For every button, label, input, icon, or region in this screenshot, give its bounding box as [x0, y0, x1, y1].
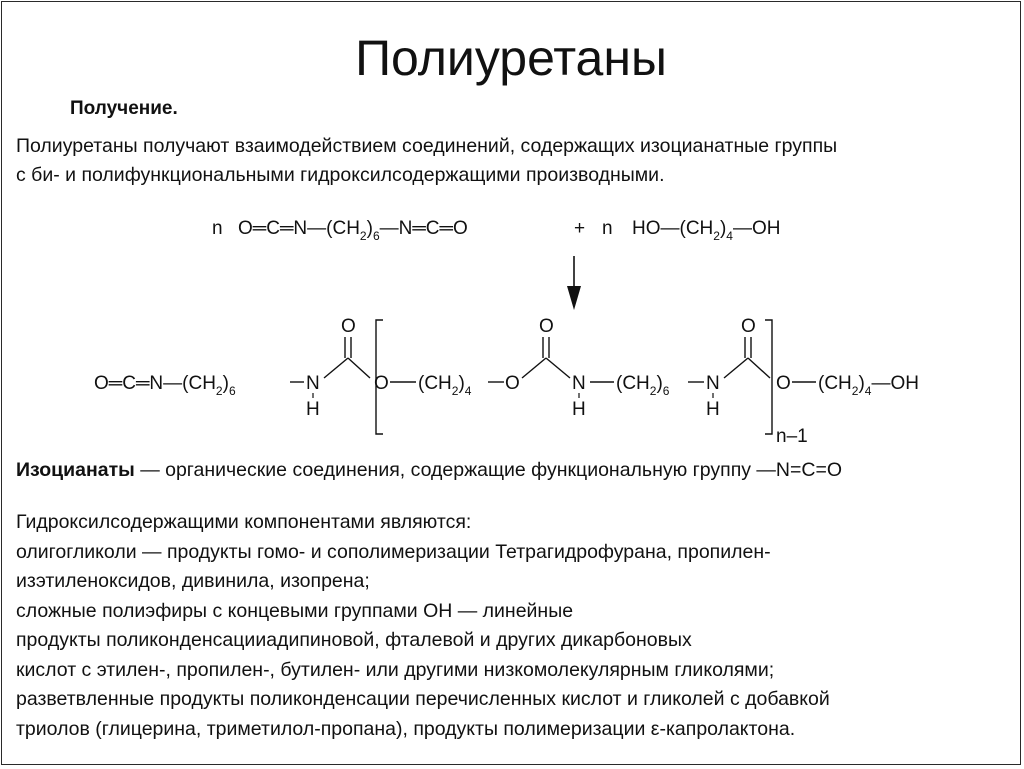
nh-hydrogen: H	[572, 399, 586, 420]
down-arrow-icon	[567, 256, 581, 310]
reaction-scheme	[2, 2, 1022, 462]
hydroxy-line: триолов (глицерина, триметилол-пропана), продукты полимеризации ε-капролактона.	[16, 717, 796, 740]
carbonyl-oxygen: O	[539, 316, 554, 337]
slide-title: Полиуретаны	[355, 30, 667, 86]
product-formula	[94, 316, 919, 447]
reactant2-coefficient: n	[602, 218, 613, 239]
nh-hydrogen: H	[706, 399, 720, 420]
nh-hydrogen: H	[306, 399, 320, 420]
isocyanates-text: — органические соединения, содержащие функциональную группу —N=C=O	[134, 459, 843, 481]
hydroxy-line: олигогликоли — продукты гомо- и сополимеризации Тетрагидрофурана, пропилен-	[16, 540, 771, 563]
product-isocyanate-end: $O═C═N—(CH_2)_6$	[94, 373, 236, 398]
repeat-index: n–1	[776, 426, 808, 447]
ester-oxygen: O	[374, 373, 389, 394]
isocyanates-term: Изоцианаты	[16, 459, 135, 481]
hydroxy-line: сложные полиэфиры с концевыми группами ОН — линейные	[16, 599, 574, 622]
carbonyl-oxygen: O	[741, 316, 756, 337]
hydroxy-components-list	[16, 508, 830, 744]
hydroxy-line: продукты поликонденсацииадипиновой, фталевой и других дикарбоновых	[16, 629, 692, 651]
hydroxy-line: изэтиленоксидов, дивинила, изопрена;	[16, 570, 370, 592]
butylene-segment: $(CH_2)_4$	[418, 373, 472, 398]
section-subtitle: Получение.	[70, 98, 178, 119]
hydroxy-line: кислот с этилен-, пропилен-, бутилен- или другими низкомолекулярным гликолями;	[16, 658, 775, 681]
carbonyl-oxygen: O	[341, 316, 356, 337]
intro-line: с би- и полифункциональными гидроксилсодержащими производными.	[16, 164, 665, 186]
diisocyanate-formula: $O═C═N—(CH_2)_6—N═C═O$	[238, 218, 468, 243]
diol-formula: $HO—(CH_2)_4—OH$	[632, 218, 781, 243]
hydroxy-line: разветвленные продукты поликонденсации перечисленных кислот и гликолей с добавкой	[16, 688, 830, 710]
intro-line: Полиуретаны получают взаимодействием соединений, содержащих изоцианатные группы	[16, 135, 838, 157]
slide	[1, 1, 1021, 765]
hexamethylene-segment: $(CH_2)_6$	[616, 373, 670, 398]
ester-oxygen: O	[505, 373, 520, 394]
nh-nitrogen: N	[306, 373, 320, 394]
reactant1-coefficient: n	[212, 218, 223, 239]
isocyanates-definition	[16, 456, 842, 485]
ester-oxygen: O	[776, 373, 791, 394]
hydroxy-line: Гидроксилсодержащими компонентами являются:	[16, 511, 472, 533]
terminal-butylene-segment: $(CH_2)_4—OH$	[818, 373, 919, 398]
nh-nitrogen: N	[706, 373, 720, 394]
plus-sign: +	[574, 218, 586, 239]
nh-nitrogen: N	[572, 373, 586, 394]
